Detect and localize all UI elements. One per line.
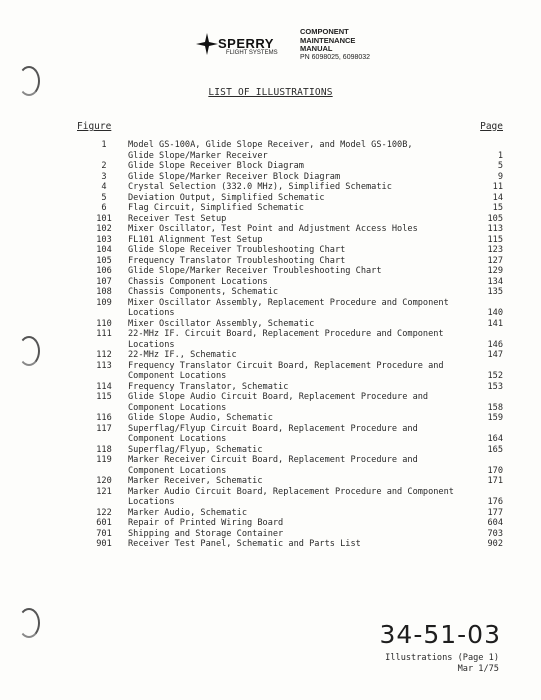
toc-entry [80, 508, 503, 519]
page-footer [385, 653, 499, 674]
figure-number: 111 [96, 329, 112, 339]
toc-entry [80, 361, 503, 382]
page-number: 134 [487, 276, 503, 287]
toc-entry [80, 445, 503, 456]
toc-entry [80, 245, 503, 256]
figure-title-line: Mixer Oscillator Assembly, Replacement Procedure and Component [128, 297, 449, 308]
figure-number: 701 [96, 528, 112, 539]
figure-number: 101 [96, 213, 112, 224]
toc-entry [80, 235, 503, 246]
figure-title [128, 287, 469, 298]
document-number: 34-51-03 [379, 620, 501, 649]
sperry-star-icon [196, 33, 218, 55]
binder-hole-bottom [18, 608, 40, 638]
figure-number: 5 [101, 192, 107, 203]
figure-title [128, 140, 469, 161]
toc-entry [80, 214, 503, 225]
toc-entry [80, 539, 503, 550]
figure-number: 1 [101, 140, 107, 150]
footer-date: Mar 1/75 [457, 663, 499, 674]
figure-title-line: Repair of Printed Wiring Board [128, 518, 284, 528]
figure-title-line: Marker Receiver, Schematic [128, 476, 263, 486]
figure-number: 106 [96, 266, 112, 276]
page-number: 902 [487, 539, 503, 549]
page-number: 11 [492, 182, 503, 192]
figure-title-line: 22-MHz IF. Circuit Board, Replacement Procedure and Component [128, 329, 444, 339]
figure-title [128, 476, 469, 487]
figure-title-line: Marker Receiver Circuit Board, Replacement Procedure and [128, 455, 418, 465]
figure-title [128, 529, 469, 540]
figure-title-line: Glide Slope/Marker Receiver Troubleshooting Chart [128, 266, 382, 276]
figure-title-line: Frequency Translator, Schematic [128, 381, 289, 392]
figure-title [128, 161, 469, 172]
page-title: LIST OF ILLUSTRATIONS [208, 87, 333, 98]
toc-entry [80, 161, 503, 172]
toc-entry [80, 224, 503, 235]
page-number: 177 [487, 507, 503, 518]
page-number: 159 [487, 413, 503, 423]
figure-title [128, 214, 469, 225]
page-number: 164 [487, 434, 503, 444]
figure-title [128, 203, 469, 214]
figure-number: 115 [96, 392, 112, 402]
toc-entry [80, 319, 503, 330]
page-number: 115 [487, 234, 503, 245]
figure-title-line: Glide Slope/Marker Receiver Block Diagram [128, 171, 341, 182]
figure-title-line: Marker Audio Circuit Board, Replacement Procedure and Component [128, 486, 454, 497]
figure-title-line: Flag Circuit, Simplified Schematic [128, 203, 304, 213]
page-number: 140 [487, 308, 503, 318]
page-column-header: Page [480, 121, 503, 132]
page-number: 141 [487, 318, 503, 329]
page-number: 171 [487, 476, 503, 486]
figure-title-line: Receiver Test Panel, Schematic and Parts List [128, 539, 361, 549]
figure-title-line: Component Locations [128, 465, 227, 476]
page-number: 123 [487, 245, 503, 255]
figure-number: 112 [96, 350, 112, 360]
toc-entry [80, 256, 503, 267]
figure-number: 121 [96, 486, 112, 497]
figure-title [128, 277, 469, 288]
toc-entry [80, 193, 503, 204]
toc-entry [80, 350, 503, 361]
figure-number: 4 [101, 182, 107, 192]
figure-title [128, 445, 469, 456]
figure-number: 102 [96, 224, 112, 234]
figure-title [128, 382, 469, 393]
figure-number: 119 [96, 455, 112, 465]
logo-wordmark: SPERRY [218, 36, 274, 51]
illustrations-list [80, 140, 503, 550]
page-number: 158 [487, 402, 503, 413]
figure-number: 3 [101, 171, 107, 182]
figure-title [128, 413, 469, 424]
figure-title-line: Model GS-100A, Glide Slope Receiver, and Model GS-100B, [128, 140, 413, 150]
figure-title-line: Glide Slope Receiver Block Diagram [128, 161, 304, 171]
page-number: 1 [497, 150, 503, 161]
footer-section: Illustrations (Page 1) [385, 653, 499, 663]
page-number: 165 [487, 444, 503, 455]
figure-title-line: Superflag/Flyup Circuit Board, Replacement Procedure and [128, 423, 418, 434]
toc-entry [80, 172, 503, 183]
manual-line: COMPONENT [300, 27, 349, 36]
figure-title-line: Mixer Oscillator, Test Point and Adjustment Access Holes [128, 224, 418, 234]
figure-title-line: Glide Slope Audio, Schematic [128, 413, 273, 423]
figure-title-line: Frequency Translator Troubleshooting Chart [128, 255, 346, 266]
figure-title-line: Glide Slope Receiver Troubleshooting Chart [128, 245, 346, 255]
figure-title-line: Chassis Components, Schematic [128, 287, 279, 297]
sperry-logo [196, 33, 292, 59]
binder-hole-middle [18, 336, 40, 366]
figure-number: 117 [96, 423, 112, 434]
figure-number: 109 [96, 297, 112, 308]
figure-number: 601 [96, 518, 112, 528]
toc-entry [80, 277, 503, 288]
page-number: 176 [487, 497, 503, 507]
toc-entry [80, 287, 503, 298]
figure-number: 103 [96, 234, 112, 245]
manual-heading [300, 28, 370, 62]
toc-entry [80, 529, 503, 540]
toc-entry [80, 329, 503, 350]
figure-title-line: Locations [128, 497, 175, 507]
figure-title [128, 224, 469, 235]
toc-entry [80, 140, 503, 161]
toc-entry [80, 182, 503, 193]
page-number: 127 [487, 255, 503, 266]
logo-subtitle: FLIGHT SYSTEMS [226, 50, 278, 56]
manual-line: MANUAL [300, 44, 333, 53]
page-number: 5 [497, 161, 503, 171]
figure-title-line: Component Locations [128, 371, 227, 381]
toc-entry [80, 392, 503, 413]
page-number: 703 [487, 528, 503, 539]
figure-number: 6 [101, 203, 107, 213]
figure-title-line: 22-MHz IF., Schematic [128, 350, 237, 360]
figure-title [128, 172, 469, 183]
page-number: 135 [487, 287, 503, 297]
figure-column-header: Figure [77, 121, 112, 132]
figure-title-line: Deviation Output, Simplified Schematic [128, 192, 325, 203]
figure-title [128, 392, 469, 413]
page-number: 147 [487, 350, 503, 360]
figure-number: 107 [96, 276, 112, 287]
toc-entry [80, 455, 503, 476]
figure-title [128, 361, 469, 382]
page-number: 105 [487, 213, 503, 224]
figure-title [128, 487, 469, 508]
page-number: 604 [487, 518, 503, 528]
figure-title [128, 424, 469, 445]
figure-title-line: Superflag/Flyup, Schematic [128, 444, 263, 455]
figure-number: 901 [96, 539, 112, 549]
figure-number: 104 [96, 245, 112, 255]
figure-title-line: Locations [128, 308, 175, 318]
page-number: 14 [492, 192, 503, 203]
toc-entry [80, 298, 503, 319]
figure-title-line: Receiver Test Setup [128, 213, 227, 224]
page-number: 153 [487, 381, 503, 392]
figure-title-line: Shipping and Storage Container [128, 528, 284, 539]
figure-title [128, 319, 469, 330]
page-number: 152 [487, 371, 503, 381]
page-number: 113 [487, 224, 503, 234]
figure-title-line: Component Locations [128, 402, 227, 413]
page-number: 15 [492, 203, 503, 213]
page-number: 129 [487, 266, 503, 276]
figure-title [128, 266, 469, 277]
figure-number: 118 [96, 444, 112, 455]
figure-title [128, 518, 469, 529]
toc-entry [80, 382, 503, 393]
figure-title [128, 539, 469, 550]
figure-title [128, 298, 469, 319]
figure-title [128, 235, 469, 246]
figure-number: 108 [96, 287, 112, 297]
figure-title-line: FL101 Alignment Test Setup [128, 234, 263, 245]
figure-title-line: Glide Slope Audio Circuit Board, Replacement Procedure and [128, 392, 429, 402]
part-numbers: PN 6098025, 6098032 [300, 53, 371, 61]
page-number: 146 [487, 339, 503, 350]
toc-entry [80, 203, 503, 214]
toc-entry [80, 424, 503, 445]
figure-number: 105 [96, 255, 112, 266]
page-number: 9 [497, 171, 503, 182]
figure-number: 113 [96, 360, 112, 371]
toc-entry [80, 413, 503, 424]
figure-title-line: Locations [128, 339, 175, 350]
figure-number: 120 [96, 476, 112, 486]
figure-title [128, 245, 469, 256]
figure-title [128, 329, 469, 350]
figure-number: 122 [96, 507, 112, 518]
figure-title [128, 508, 469, 519]
figure-title [128, 350, 469, 361]
figure-title-line: Frequency Translator Circuit Board, Replacement Procedure and [128, 360, 444, 371]
page-number: 170 [487, 465, 503, 476]
figure-number: 116 [96, 413, 112, 423]
figure-title [128, 182, 469, 193]
toc-entry [80, 487, 503, 508]
figure-title-line: Glide Slope/Marker Receiver [128, 150, 268, 161]
figure-title [128, 193, 469, 204]
figure-title-line: Component Locations [128, 434, 227, 444]
figure-title-line: Mixer Oscillator Assembly, Schematic [128, 318, 315, 329]
figure-number: 2 [101, 161, 107, 171]
toc-entry [80, 518, 503, 529]
figure-title [128, 256, 469, 267]
figure-title-line: Marker Audio, Schematic [128, 507, 247, 518]
figure-title-line: Crystal Selection (332.0 MHz), Simplified Schematic [128, 182, 392, 192]
manual-line: MAINTENANCE [300, 35, 356, 45]
figure-number: 114 [96, 381, 112, 392]
toc-entry [80, 266, 503, 277]
figure-title [128, 455, 469, 476]
figure-number: 110 [96, 318, 112, 329]
toc-entry [80, 476, 503, 487]
figure-title-line: Chassis Component Locations [128, 276, 268, 287]
